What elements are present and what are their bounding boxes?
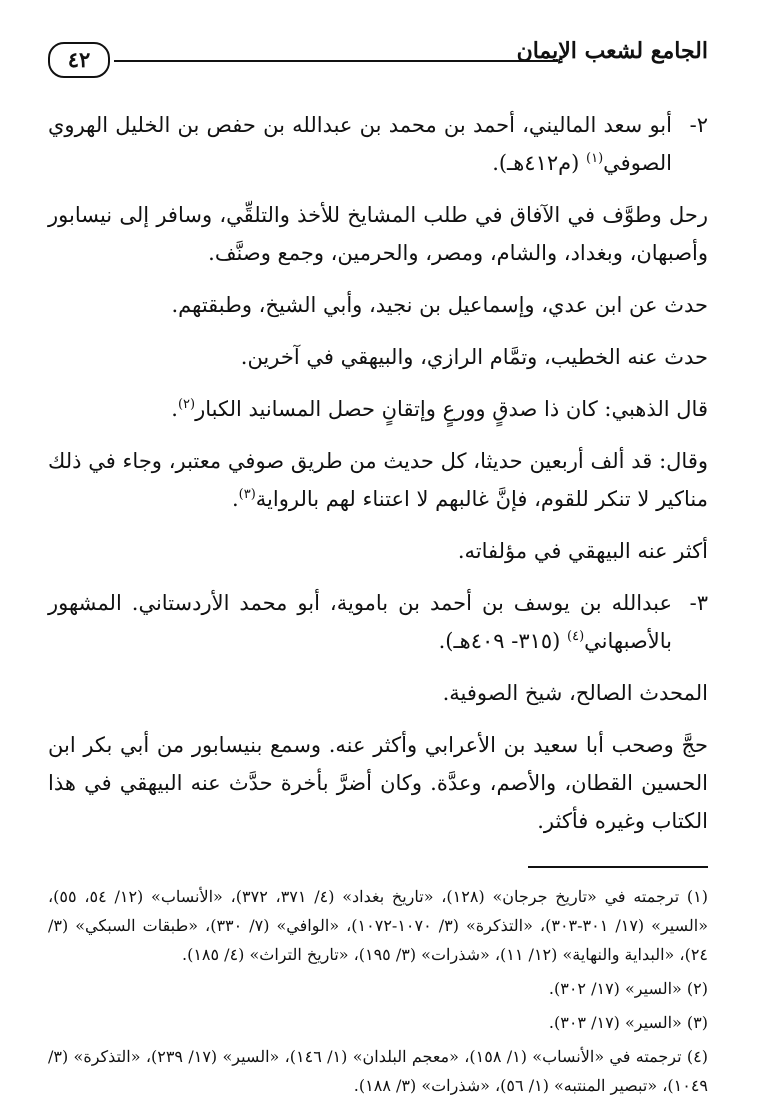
entry-title bbox=[48, 106, 672, 182]
footnote-ref[interactable]: (٤) bbox=[567, 629, 585, 644]
entry-title-text: أبو سعد الماليني، أحمد بن محمد بن عبدالله بن حفص بن الخليل الهروي الصوفي bbox=[48, 113, 672, 175]
footnote-ref[interactable]: (٣) bbox=[238, 487, 256, 502]
paragraph: حجَّ وصحب أبا سعيد بن الأعرابي وأكثر عنه. وسمع بنيسابور من أبي بكر ابن الحسين القطان، والأصم، وعدَّة. وكان أضرَّ بأخرة حدَّث عنه البيهقي في هذا الكتاب وغيره فأكثر. bbox=[48, 733, 708, 833]
footnote-ref[interactable]: (٢) bbox=[177, 397, 196, 412]
header-rule bbox=[114, 60, 558, 62]
paragraph bbox=[48, 442, 708, 518]
entry-number: ٣- bbox=[689, 591, 708, 615]
footnotes bbox=[48, 882, 708, 1100]
paragraph-end: . bbox=[171, 397, 178, 421]
paragraph-text: وقال: قد ألف أربعين حديثا، كل حديث من طريق صوفي معتبر، وجاء في ذلك مناكير لا تنكر للقوم، فإنَّ غالبهم لا اعتناء لهم بالرواية bbox=[48, 449, 708, 511]
entry-dates: (٣١٥- ٤٠٩هـ). bbox=[438, 629, 568, 653]
running-title: الجامع لشعب الإيمان bbox=[516, 38, 708, 64]
paragraph: المحدث الصالح، شيخ الصوفية. bbox=[442, 681, 708, 705]
main-text bbox=[48, 106, 708, 840]
paragraph: حدث عنه الخطيب، وتمَّام الرازي، والبيهقي في آخرين. bbox=[240, 345, 708, 369]
paragraph: رحل وطوَّف في الآفاق في طلب المشايخ للأخذ والتلقِّي، وسافر إلى نيسابور وأصبهان، وبغداد، والشام، ومصر، والحرمين، وجمع وصنَّف. bbox=[48, 203, 708, 265]
entry-number: ٢- bbox=[689, 113, 708, 137]
entry-dates: (م٤١٢هـ). bbox=[492, 151, 587, 175]
footnote-separator bbox=[528, 866, 708, 868]
entry-3-heading bbox=[48, 584, 708, 660]
entry-title-text: عبدالله بن يوسف بن أحمد بن باموية، أبو محمد الأردستاني. المشهور بالأصبهاني bbox=[48, 591, 672, 653]
page-number-badge: ٤٢ bbox=[48, 42, 110, 78]
footnote: (١) ترجمته في «تاريخ جرجان» (١٢٨)، «تاريخ بغداد» (٤/ ٣٧١، ٣٧٢)، «الأنساب» (١٢/ ٥٤، ٥٥)، «السير» (١٧/ ٣٠١-٣٠٣)، «التذكرة» (٣/ ١٠٧٠-١٠٧٢)، «الوافي» (٧/ ٣٣٠)، «طبقات السبكي» (٣/ ٢٤)، «البداية والنهاية» (١٢/ ١١)، «شذرات» (٣/ ١٩٥)، «تاريخ التراث» (٤/ ١٨٥). bbox=[48, 887, 709, 964]
entry-title bbox=[48, 584, 672, 660]
paragraph bbox=[48, 390, 708, 428]
paragraph: أكثر عنه البيهقي في مؤلفاته. bbox=[457, 539, 708, 563]
footnote-ref[interactable]: (١) bbox=[586, 151, 604, 166]
footnote: (٢) «السير» (١٧/ ٣٠٢). bbox=[548, 979, 708, 998]
book-page bbox=[48, 38, 709, 1095]
page-header bbox=[48, 38, 708, 96]
paragraph: حدث عن ابن عدي، وإسماعيل بن نجيد، وأبي الشيخ، وطبقتهم. bbox=[171, 293, 708, 317]
entry-2-heading bbox=[48, 106, 708, 182]
footnote: (٤) ترجمته في «الأنساب» (١/ ١٥٨)، «معجم البلدان» (١/ ١٤٦)، «السير» (١٧/ ٢٣٩)، «التذكرة» (٣/ ١٠٤٩)، «تبصير المنتبه» (١/ ٥٦)، «شذرات» (٣/ ١٨٨). bbox=[48, 1047, 708, 1095]
paragraph-end: . bbox=[231, 487, 239, 511]
footnote: (٣) «السير» (١٧/ ٣٠٣). bbox=[548, 1013, 708, 1032]
paragraph-text: قال الذهبي: كان ذا صدقٍ وورعٍ وإتقانٍ حصل المسانيد الكبار bbox=[195, 397, 708, 421]
